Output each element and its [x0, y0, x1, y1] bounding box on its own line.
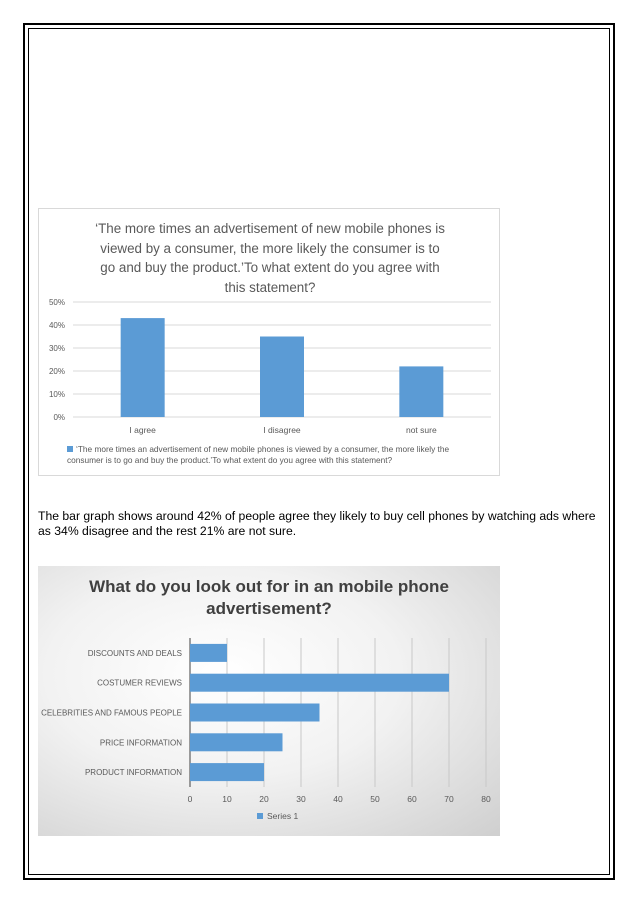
y-tick-label: 20% [48, 367, 65, 376]
y-tick-label: PRICE INFORMATION [99, 738, 182, 748]
agreement-chart-legend [67, 444, 487, 466]
y-tick-label: 50% [48, 298, 65, 307]
y-tick-label: DISCOUNTS AND DEALS [87, 648, 182, 658]
preferences-chart-plot [38, 566, 500, 836]
y-tick-label: CELEBRITIES AND FAMOUS PEOPLE [41, 708, 182, 718]
legend-label: ‘The more times an advertisement of new mobile phones is viewed by a consumer, the more likely the consumer is to go and buy the product.’To what extent do you agree with this statement? [67, 444, 450, 465]
y-tick-label: 30% [48, 344, 65, 353]
legend-label: Series 1 [267, 811, 299, 821]
legend-swatch [67, 446, 73, 452]
bar [190, 644, 227, 662]
x-tick-label: 50 [370, 794, 380, 804]
title-line: ‘The more times an advertisement of new mobile phones is [95, 221, 445, 236]
x-tick-label: 70 [444, 794, 454, 804]
x-tick-label: 40 [333, 794, 343, 804]
title-line: What do you look out for in an mobile phone [89, 577, 449, 596]
bar [190, 704, 320, 722]
y-tick-label: 10% [48, 390, 65, 399]
title-line: this statement? [224, 279, 316, 295]
agreement-chart [38, 208, 500, 476]
x-tick-label: 60 [407, 794, 417, 804]
bar [260, 337, 304, 418]
title-line: advertisement? [206, 599, 332, 618]
x-tick-label: 30 [296, 794, 306, 804]
x-tick-label: not sure [405, 425, 437, 435]
preferences-chart [38, 566, 500, 836]
y-tick-label: 40% [48, 321, 65, 330]
x-tick-label: I disagree [263, 425, 301, 435]
bar [190, 733, 283, 751]
x-tick-label: 80 [481, 794, 491, 804]
legend-swatch [257, 813, 263, 819]
x-tick-label: 10 [222, 794, 232, 804]
agreement-chart-plot [39, 209, 499, 475]
bar [399, 366, 443, 417]
x-tick-label: I agree [129, 425, 156, 435]
y-tick-label: COSTUMER REVIEWS [97, 678, 182, 688]
bar [121, 318, 165, 417]
title-line: viewed by a consumer, the more likely the consumer is to [100, 240, 440, 256]
bar [190, 674, 449, 692]
title-line: go and buy the product.’To what extent do you agree with [100, 260, 440, 275]
chart-description: The bar graph shows around 42% of people agree they likely to buy cell phones by watching ads where as 34% disagree and the rest 21% are not sure. [38, 509, 596, 538]
x-tick-label: 20 [259, 794, 269, 804]
bar [190, 763, 264, 781]
y-tick-label: PRODUCT INFORMATION [84, 768, 182, 778]
x-tick-label: 0 [187, 794, 193, 804]
y-tick-label: 0% [53, 413, 65, 422]
